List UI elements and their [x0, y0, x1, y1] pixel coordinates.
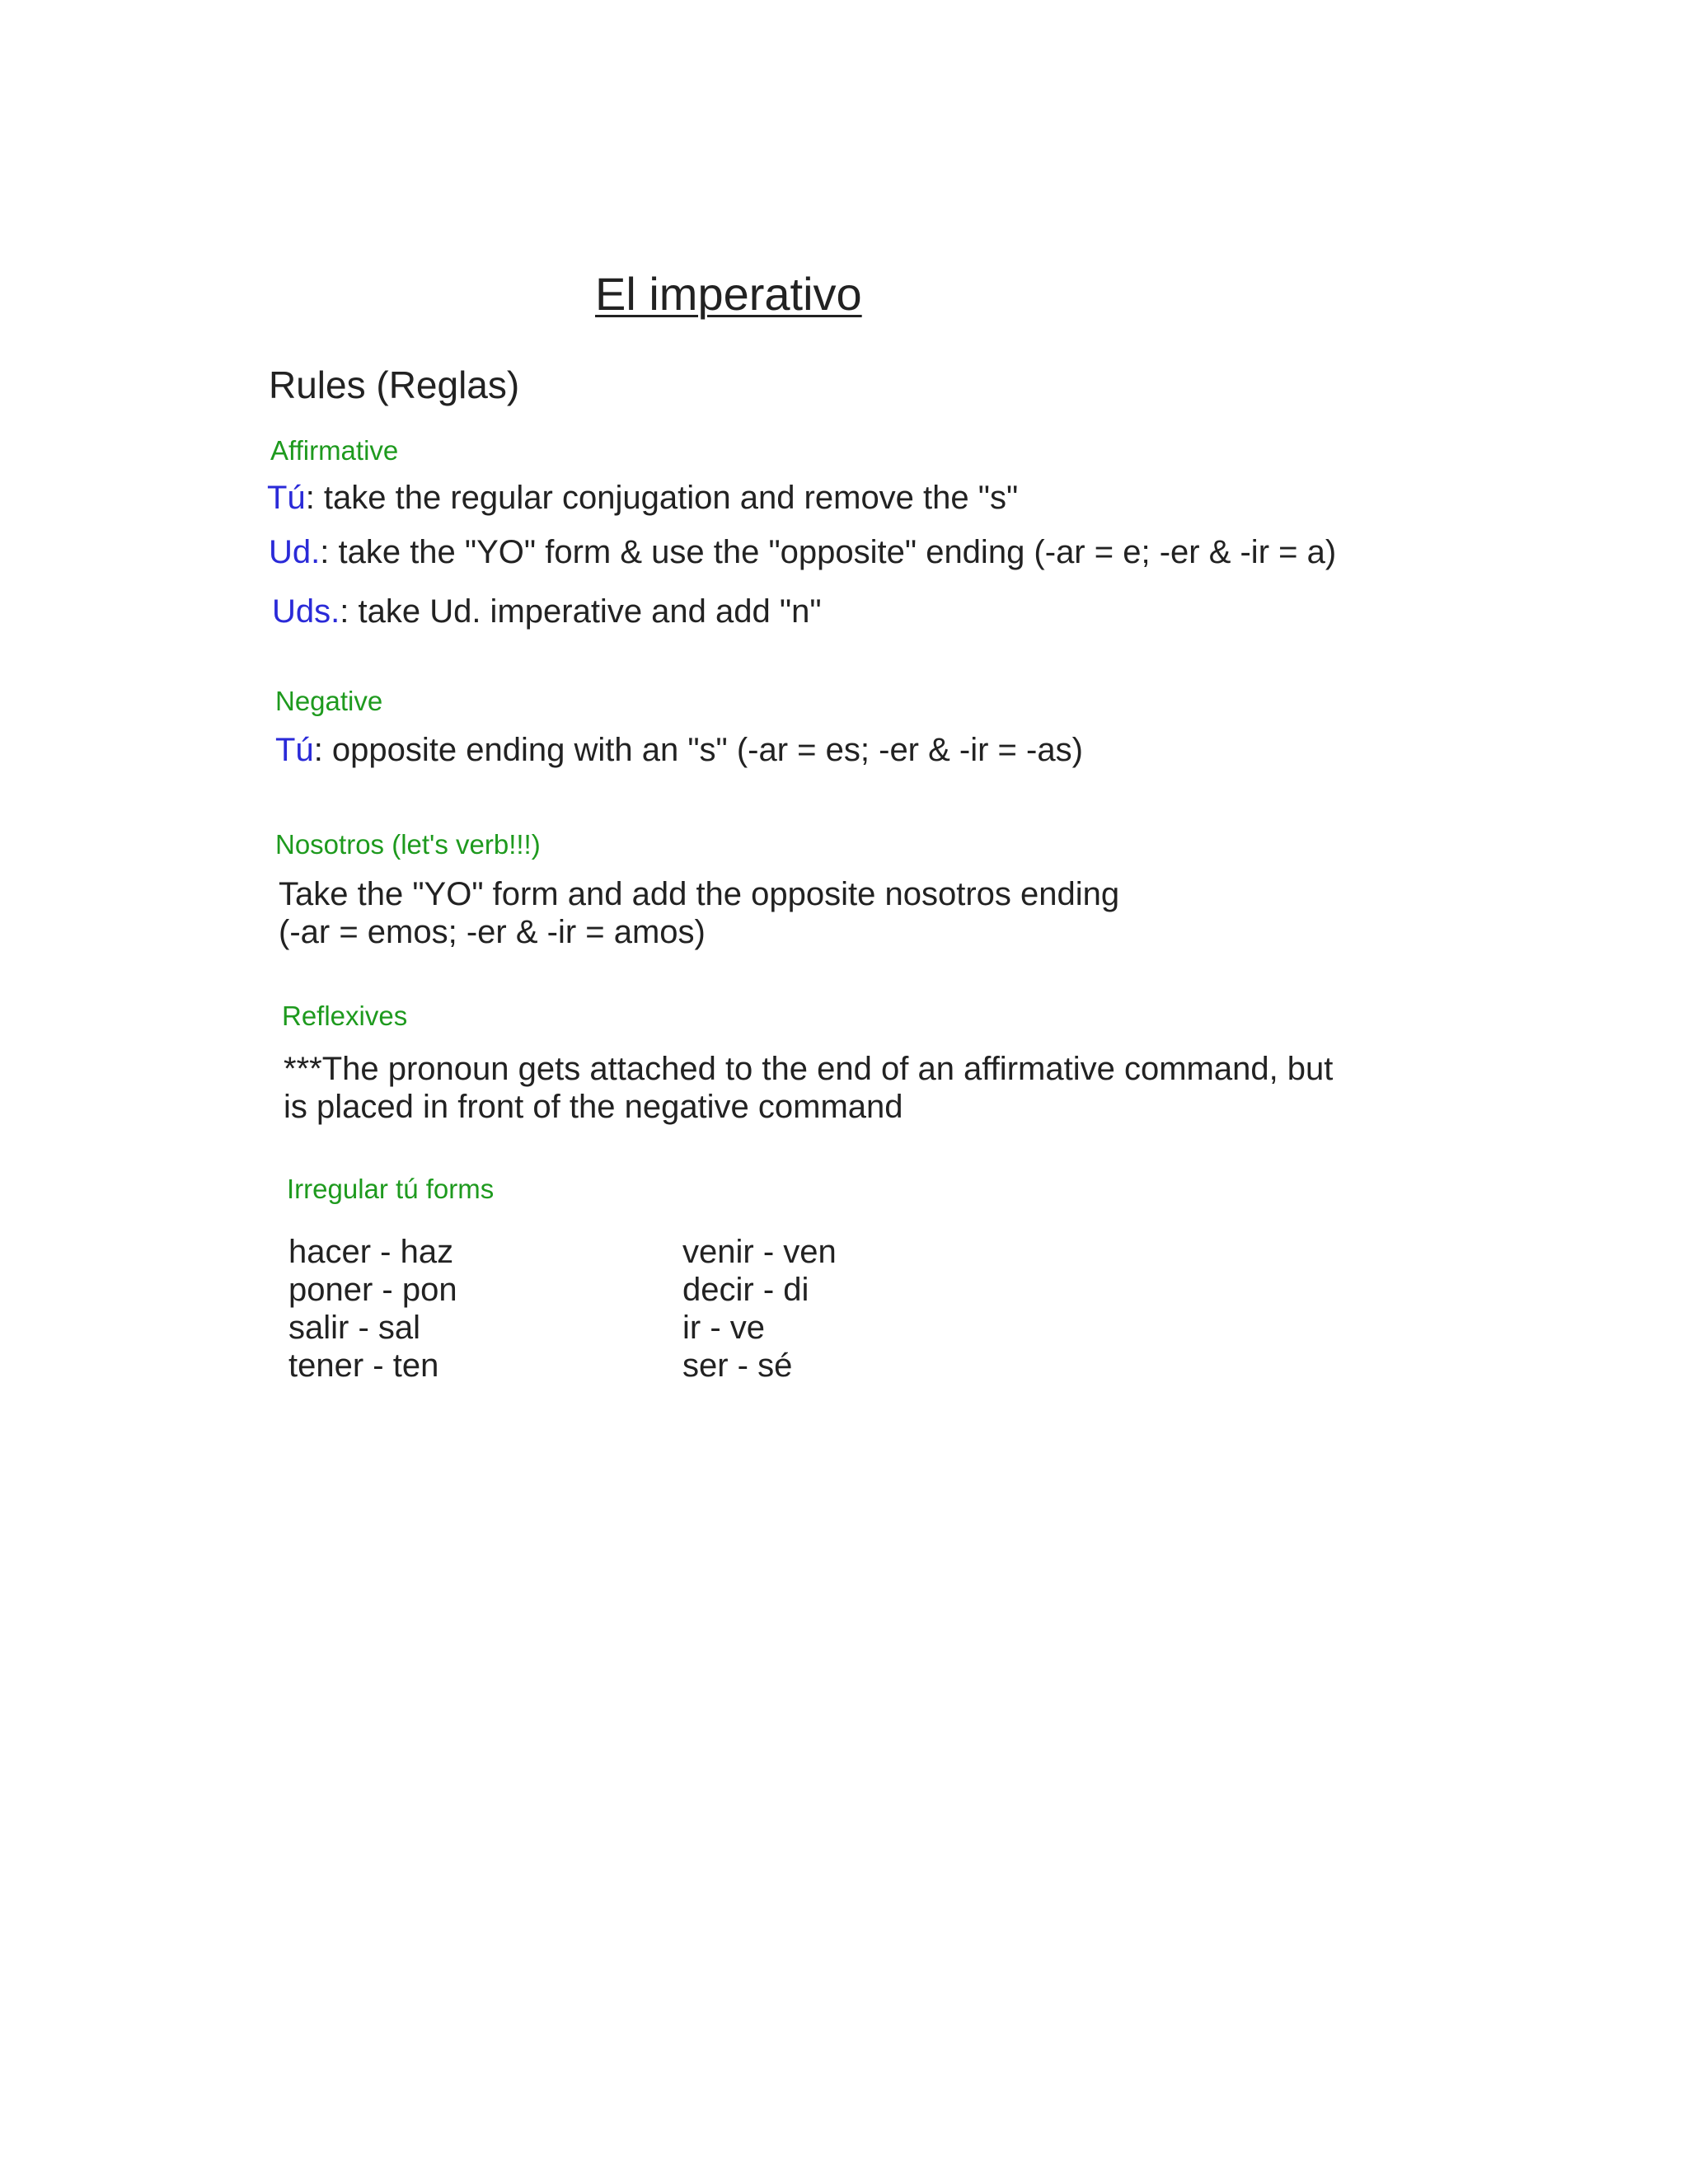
irregular-list-right [682, 1233, 837, 1385]
irregular-label: Irregular tú forms [287, 1174, 495, 1204]
reflexives-label: Reflexives [282, 1001, 408, 1031]
page-title: El imperativo [595, 268, 862, 320]
list-item: decir - di [682, 1272, 809, 1308]
reflexives-line: is placed in front of the negative command [284, 1089, 903, 1125]
list-item: poner - pon [288, 1272, 457, 1308]
nosotros-label: Nosotros (let's verb!!!) [275, 829, 541, 860]
list-item: ser - sé [682, 1347, 793, 1384]
rule-text: : take the regular conjugation and remove the "s" [305, 480, 1019, 516]
list-item: hacer - haz [288, 1234, 454, 1270]
list-item: venir - ven [682, 1234, 837, 1270]
nosotros-line: (-ar = emos; -er & -ir = amos) [279, 914, 706, 950]
rule-subject: Tú [267, 480, 306, 516]
rule-subject: Tú [275, 732, 314, 768]
irregular-list-left [288, 1233, 457, 1385]
affirmative-label: Affirmative [270, 435, 399, 466]
negative-rule-tu [275, 732, 1083, 769]
list-item: tener - ten [288, 1347, 439, 1384]
rules-heading: Rules (Reglas) [269, 363, 520, 406]
reflexives-line: ***The pronoun gets attached to the end of an affirmative command, but [284, 1051, 1334, 1087]
list-item: salir - sal [288, 1310, 421, 1346]
rule-text: : take Ud. imperative and add "n" [340, 593, 822, 630]
reflexives-rule [284, 1050, 1333, 1126]
rule-text: : take the "YO" form & use the "opposite" ending (-ar = e; -er & -ir = a) [320, 534, 1337, 570]
negative-label: Negative [275, 686, 383, 716]
nosotros-rule [279, 875, 1119, 951]
list-item: ir - ve [682, 1310, 765, 1346]
rule-subject: Uds. [272, 593, 340, 630]
rule-text: : opposite ending with an "s" (-ar = es; -er & -ir = -as) [313, 732, 1083, 768]
affirmative-rule-uds [272, 593, 822, 630]
affirmative-rule-ud [269, 534, 1336, 571]
rule-subject: Ud. [269, 534, 321, 570]
nosotros-line: Take the "YO" form and add the opposite nosotros ending [279, 876, 1120, 912]
affirmative-rule-tu [267, 480, 1018, 517]
